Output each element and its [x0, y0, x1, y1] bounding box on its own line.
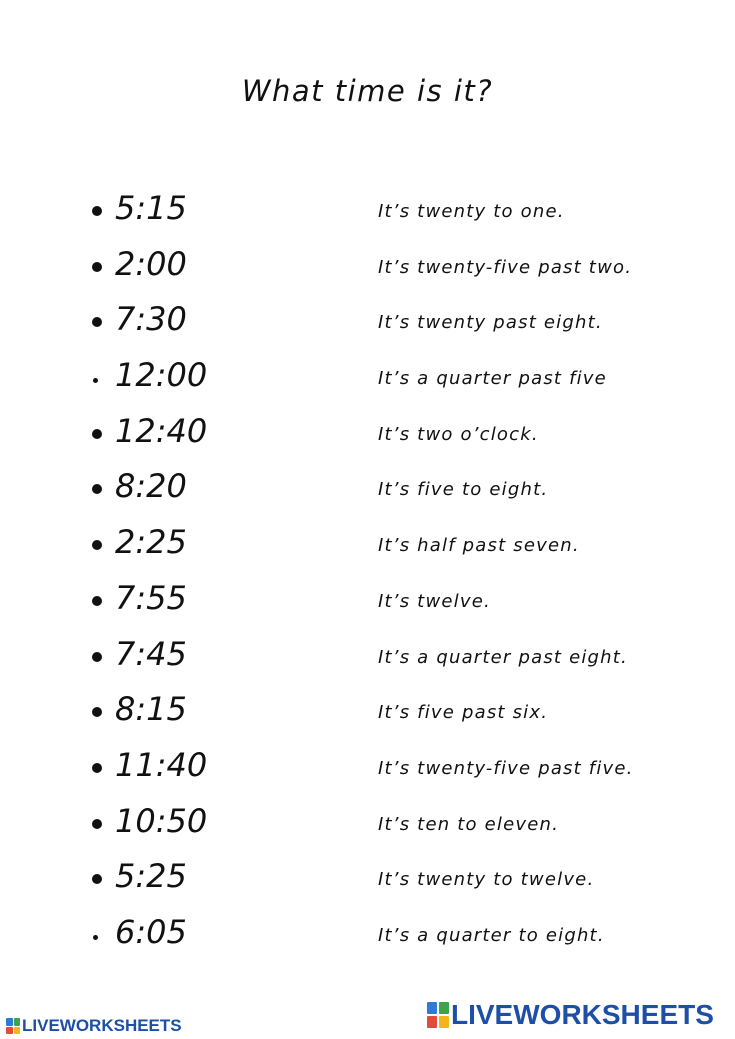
- time-list: [0, 186, 735, 966]
- worksheet-title: What time is it?: [241, 74, 494, 108]
- liveworksheets-logo-icon: [6, 1018, 20, 1034]
- time-phrase: It’s twenty past eight.: [378, 312, 603, 334]
- list-item: [0, 186, 735, 242]
- time-value: 5:15: [115, 189, 187, 227]
- time-phrase: It’s a quarter past five: [378, 368, 607, 390]
- bullet-icon: [92, 707, 102, 717]
- bullet-icon: [92, 429, 102, 439]
- time-phrase: It’s a quarter to eight.: [378, 924, 605, 946]
- bullet-icon: [92, 763, 102, 773]
- liveworksheets-logo-icon: [427, 1002, 449, 1028]
- time-value: 6:05: [115, 912, 187, 951]
- time-phrase: It’s twenty-five past five.: [378, 757, 634, 779]
- brand-text-small: LIVEWORKSHEETS: [22, 1016, 182, 1035]
- list-item: [0, 854, 735, 910]
- list-item: [0, 520, 735, 576]
- list-item: [0, 687, 735, 743]
- bullet-icon: [92, 484, 102, 494]
- time-phrase: It’s twenty to one.: [378, 201, 565, 222]
- list-item: [0, 799, 735, 855]
- time-phrase: It’s twelve.: [378, 590, 491, 612]
- list-item: [0, 409, 735, 465]
- time-value: 12:00: [115, 356, 208, 395]
- time-value: 8:20: [115, 467, 187, 506]
- time-value: 7:45: [115, 634, 187, 673]
- list-item: [0, 297, 735, 353]
- time-phrase: It’s five to eight.: [378, 479, 549, 501]
- time-phrase: It’s half past seven.: [378, 535, 580, 557]
- bullet-icon: [92, 206, 102, 216]
- time-phrase: It’s twenty-five past two.: [378, 256, 633, 278]
- time-value: 11:40: [115, 745, 208, 784]
- bullet-icon: [92, 596, 102, 606]
- bullet-icon: [92, 317, 102, 327]
- brand-logo-large: [427, 999, 714, 1031]
- list-item: [0, 242, 735, 298]
- list-item: [0, 353, 735, 409]
- list-item: [0, 743, 735, 799]
- time-value: 7:55: [115, 578, 187, 617]
- time-value: 8:15: [115, 690, 187, 729]
- time-phrase: It’s five past six.: [378, 702, 549, 724]
- time-value: 2:00: [115, 244, 187, 283]
- time-value: 7:30: [115, 300, 187, 339]
- bullet-icon: [93, 935, 98, 940]
- time-phrase: It’s a quarter past eight.: [378, 646, 628, 668]
- bullet-icon: [92, 874, 102, 884]
- bullet-icon: [92, 540, 102, 550]
- bullet-icon: [92, 262, 102, 272]
- time-value: 2:25: [115, 523, 187, 562]
- list-item: [0, 464, 735, 520]
- list-item: [0, 632, 735, 688]
- list-item: [0, 910, 735, 966]
- bullet-icon: [93, 378, 98, 383]
- brand-logo-small: [6, 1015, 182, 1037]
- list-item: [0, 576, 735, 632]
- bullet-icon: [92, 819, 102, 829]
- time-value: 5:25: [115, 857, 187, 896]
- time-value: 12:40: [115, 411, 208, 450]
- time-phrase: It’s twenty to twelve.: [378, 869, 595, 891]
- bullet-icon: [92, 652, 102, 662]
- time-value: 10:50: [115, 801, 208, 840]
- time-phrase: It’s two o’clock.: [378, 423, 539, 445]
- time-phrase: It’s ten to eleven.: [378, 813, 560, 835]
- brand-text-large: LIVEWORKSHEETS: [451, 999, 714, 1030]
